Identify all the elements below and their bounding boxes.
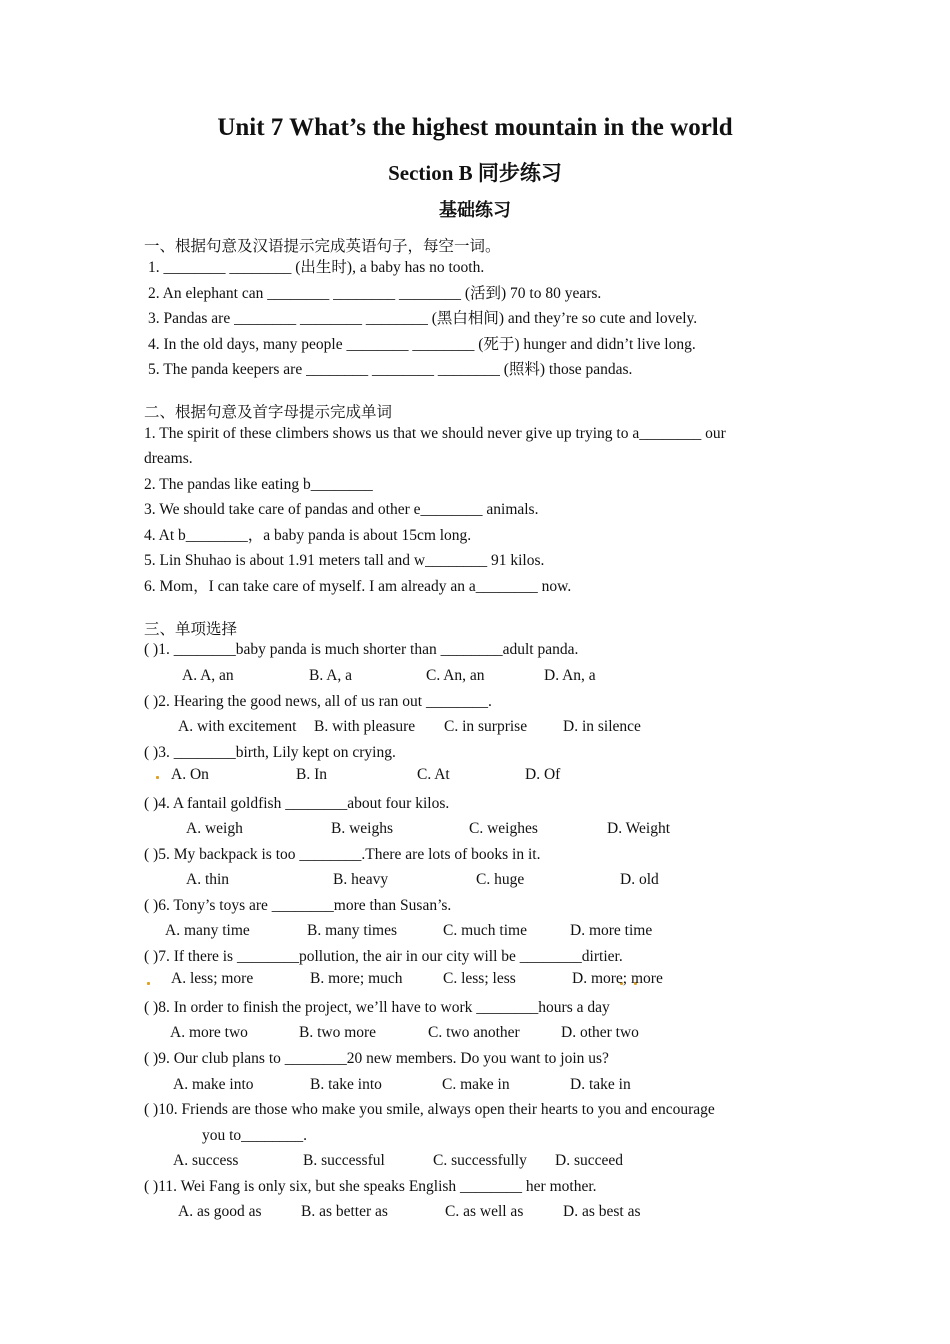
part1-item: 4. In the old days, many people ________ ________ (死于) hunger and didn’t live long. <box>148 336 696 353</box>
option: B. many times <box>307 922 397 939</box>
option: B. weighs <box>331 820 393 837</box>
decorative-dot <box>147 982 150 985</box>
option: C. At <box>417 766 450 783</box>
option: B. as better as <box>301 1203 388 1220</box>
part1-item: 1. ________ ________ (出生时), a baby has no tooth. <box>148 259 485 276</box>
option: D. old <box>620 871 659 888</box>
option: D. more time <box>570 922 653 939</box>
question: ( )4. A fantail goldfish ________about four kilos. <box>144 795 450 812</box>
option: D. succeed <box>555 1152 623 1169</box>
option: B. more; much <box>310 970 403 987</box>
option: A. as good as <box>178 1203 262 1220</box>
option: A. success <box>173 1152 239 1169</box>
option: B. In <box>296 766 327 783</box>
part1-item: 2. An elephant can ________ ________ ________ (活到) 70 to 80 years. <box>148 285 602 302</box>
option: D. as best as <box>563 1203 641 1220</box>
option: B. take into <box>310 1076 382 1093</box>
option: B. heavy <box>333 871 389 888</box>
option: C. in surprise <box>444 718 528 735</box>
option: C. two another <box>428 1024 520 1041</box>
question: ( )6. Tony’s toys are ________more than Susan’s. <box>144 897 452 914</box>
option: D. Weight <box>607 820 671 837</box>
option: D. more; more <box>572 970 663 987</box>
question: ( )8. In order to finish the project, we’ll have to work ________hours a day <box>144 999 610 1016</box>
part2-item: 6. Mom，I can take care of myself. I am already an a________ now. <box>144 578 572 595</box>
option: A. make into <box>173 1076 254 1093</box>
option: A. On <box>171 766 209 783</box>
option: B. two more <box>299 1024 377 1041</box>
option: D. other two <box>561 1024 639 1041</box>
option: A. more two <box>170 1024 248 1041</box>
part2-item: 5. Lin Shuhao is about 1.91 meters tall and w________ 91 kilos. <box>144 552 545 569</box>
question: ( )11. Wei Fang is only six, but she speaks English ________ her mother. <box>144 1178 597 1195</box>
option: C. make in <box>442 1076 510 1093</box>
section-heading: 基础练习 <box>439 200 511 220</box>
question: ( )1. ________baby panda is much shorter than ________adult panda. <box>144 641 579 658</box>
option: B. with pleasure <box>314 718 416 735</box>
part2-item: 4. At b________，a baby panda is about 15cm long. <box>144 527 472 544</box>
option: B. successful <box>303 1152 385 1169</box>
question: ( )5. My backpack is too ________.There are lots of books in it. <box>144 846 541 863</box>
page-subtitle: Section B 同步练习 <box>388 161 562 185</box>
option: C. much time <box>443 922 527 939</box>
part1-header: 一、根据句意及汉语提示完成英语句子，每空一词。 <box>144 238 501 255</box>
option: C. huge <box>476 871 525 888</box>
option: A. thin <box>186 871 230 888</box>
part1-item: 5. The panda keepers are ________ ________ ________ (照料) those pandas. <box>148 361 633 378</box>
decorative-dot <box>156 776 159 779</box>
part2-item: 2. The pandas like eating b________ <box>144 476 373 493</box>
option: D. take in <box>570 1076 631 1093</box>
option: A. with excitement <box>178 718 297 735</box>
part3-header: 三、单项选择 <box>144 621 238 638</box>
question: ( )10. Friends are those who make you smile, always open their hearts to you and encourage <box>144 1101 715 1118</box>
part2-item: 3. We should take care of pandas and other e________ animals. <box>144 501 539 518</box>
part2-item: 1. The spirit of these climbers shows us that we should never give up trying to a________ our <box>144 425 726 442</box>
option: A. less; more <box>171 970 254 987</box>
part2-item: dreams. <box>144 450 193 467</box>
option: C. An, an <box>426 667 485 684</box>
question: ( )9. Our club plans to ________20 new members. Do you want to join us? <box>144 1050 609 1067</box>
option: C. as well as <box>445 1203 524 1220</box>
option: D. Of <box>525 766 561 783</box>
option: A. weigh <box>186 820 243 837</box>
option: D. An, a <box>544 667 596 684</box>
option: C. successfully <box>433 1152 527 1169</box>
question: ( )2. Hearing the good news, all of us ran out ________. <box>144 693 492 710</box>
question: ( )3. ________birth, Lily kept on crying. <box>144 744 396 761</box>
option: B. A, a <box>309 667 353 684</box>
part1-item: 3. Pandas are ________ ________ ________ (黑白相间) and they’re so cute and lovely. <box>148 310 698 327</box>
part2-header: 二、根据句意及首字母提示完成单词 <box>144 404 393 421</box>
option: D. in silence <box>563 718 641 735</box>
question: ( )7. If there is ________pollution, the air in our city will be ________dirtier. <box>144 948 623 965</box>
question-continuation: you to________. <box>202 1127 308 1144</box>
page-title: Unit 7 What’s the highest mountain in the world <box>217 114 733 141</box>
option: A. A, an <box>182 667 234 684</box>
option: C. less; less <box>443 970 516 987</box>
option: C. weighes <box>469 820 538 837</box>
option: A. many time <box>165 922 250 939</box>
